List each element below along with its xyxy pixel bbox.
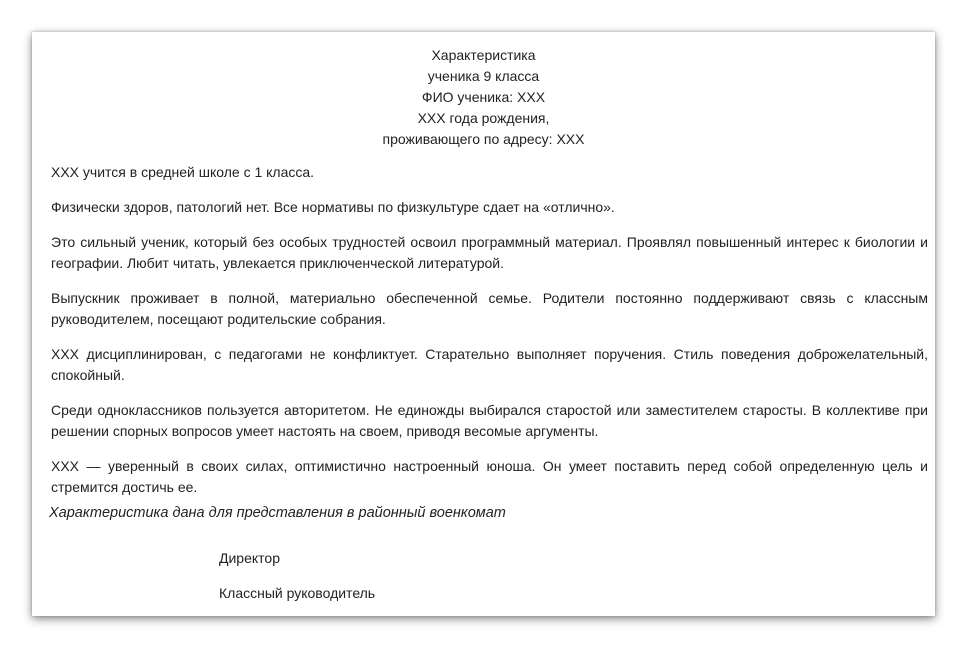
- paragraph-studies: Это сильный ученик, который без особых трудностей освоил программный материал. Проявлял повышенный интерес к биологии и географии. Любит читать, увлекается приключенческой литературой.: [51, 234, 928, 271]
- document-body: [51, 162, 928, 512]
- paragraph-classmates: Среди одноклассников пользуется авторитетом. Не единожды выбирался старостой или заместителем старосты. В коллективе при решении спорных вопросов умеет настоять на своем, приводя весомые аргументы.: [51, 402, 928, 439]
- student-birth-year: ХХХ года рождения,: [417, 110, 550, 126]
- student-address: проживающего по адресу: ХХХ: [382, 131, 585, 147]
- closing-statement: Характеристика дана для представления в районный военкомат: [49, 505, 506, 521]
- document-header: [32, 45, 935, 150]
- class-teacher-signature-label: Классный руководитель: [219, 585, 376, 601]
- paragraph-family: Выпускник проживает в полной, материально обеспеченной семье. Родители постоянно поддерживают связь с классным руководителем, посещают родительские собрания.: [51, 290, 928, 327]
- paragraph-discipline: ХХХ дисциплинирован, с педагогами не конфликтует. Старательно выполняет поручения. Стиль поведения доброжелательный, спокойный.: [51, 346, 928, 383]
- paragraph-personality: ХХХ — уверенный в своих силах, оптимистично настроенный юноша. Он умеет поставить перед собой определенную цель и стремится достичь ее.: [51, 458, 928, 495]
- paragraph-school: ХХХ учится в средней школе с 1 класса.: [51, 164, 315, 180]
- document-page: [32, 32, 935, 616]
- paragraph-health: Физически здоров, патологий нет. Все нормативы по физкультуре сдает на «отлично».: [51, 199, 615, 215]
- director-signature-label: Директор: [219, 550, 280, 566]
- student-grade: ученика 9 класса: [427, 68, 540, 84]
- student-name: ФИО ученика: ХХХ: [421, 89, 546, 105]
- document-title: Характеристика: [431, 47, 536, 63]
